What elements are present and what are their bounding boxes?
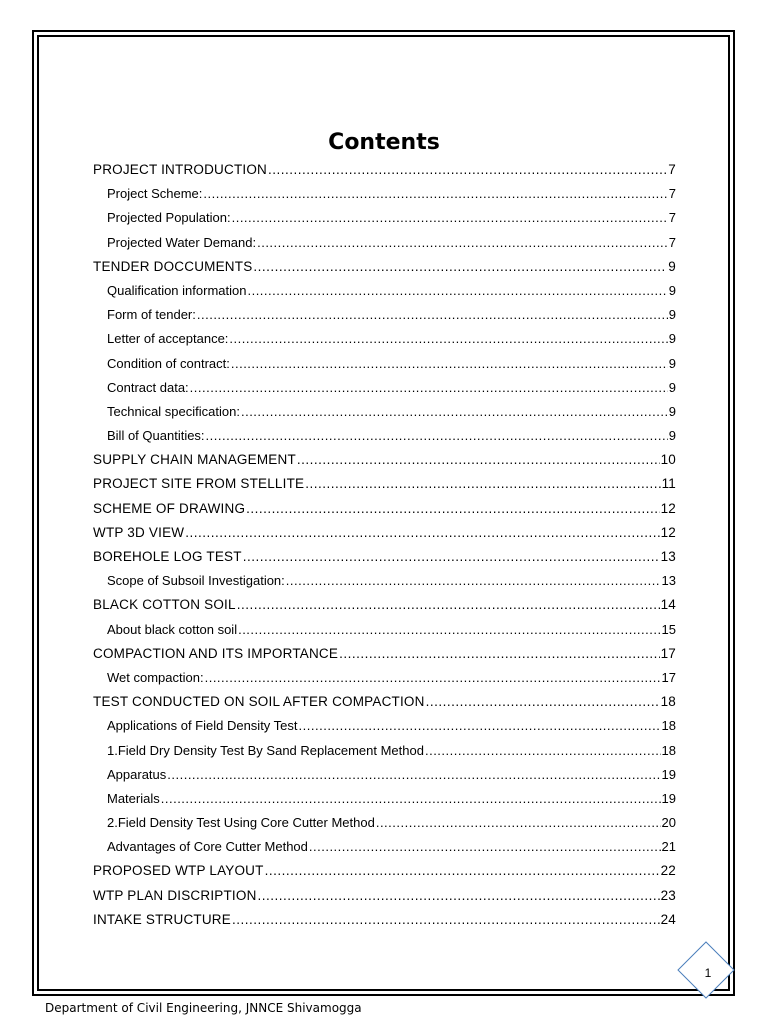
toc-entry-title: Letter of acceptance: [107, 331, 229, 347]
toc-dot-leader [257, 231, 668, 255]
toc-entry-title: Technical specification: [107, 403, 240, 419]
toc-entry-page: 9 [668, 428, 676, 444]
toc-entry-page: 21 [661, 839, 676, 855]
toc-subheading-entry[interactable] [93, 666, 676, 690]
toc-entry-title: TEST CONDUCTED ON SOIL AFTER COMPACTION [93, 694, 425, 710]
toc-subheading-entry[interactable] [93, 327, 676, 351]
toc-entry-page: 19 [661, 790, 676, 806]
page-number: 1 [704, 966, 712, 980]
toc-subheading-entry[interactable] [93, 714, 676, 738]
toc-entry-title: Qualification information [107, 282, 247, 298]
page-title: Contents [328, 130, 440, 155]
toc-entry-title: Advantages of Core Cutter Method [107, 839, 308, 855]
toc-dot-leader [246, 497, 659, 521]
toc-entry-page: 15 [661, 621, 676, 637]
toc-entry-page: 9 [668, 258, 676, 274]
toc-entry-title: INTAKE STRUCTURE [93, 911, 231, 927]
toc-dot-leader [229, 327, 667, 351]
toc-entry-title: Project Scheme: [107, 186, 203, 202]
page-footer: Department of Civil Engineering, JNNCE Shivamogga [45, 1001, 362, 1015]
toc-entry-page: 7 [668, 210, 676, 226]
toc-entry-title: SUPPLY CHAIN MANAGEMENT [93, 452, 296, 468]
toc-entry-page: 18 [661, 718, 676, 734]
toc-entry-title: Materials [107, 790, 160, 806]
toc-dot-leader [258, 884, 660, 908]
toc-entry-page: 14 [660, 597, 676, 613]
toc-entry-page: 13 [660, 549, 676, 564]
toc-entry-page: 7 [668, 162, 676, 177]
toc-subheading-entry[interactable] [93, 182, 676, 206]
toc-dot-leader [167, 763, 660, 787]
toc-subheading-entry[interactable] [93, 811, 676, 835]
toc-entry-title: 2.Field Density Test Using Core Cutter Method [107, 815, 375, 831]
toc-dot-leader [190, 376, 668, 400]
toc-entry-page: 22 [660, 863, 676, 879]
toc-heading-entry[interactable] [93, 472, 676, 496]
toc-subheading-entry[interactable] [93, 231, 676, 255]
toc-subheading-entry[interactable] [93, 303, 676, 327]
toc-subheading-entry[interactable] [93, 376, 676, 400]
toc-entry-title: 1.Field Dry Density Test By Sand Replacement Method [107, 742, 424, 758]
toc-entry-page: 17 [661, 669, 676, 685]
toc-subheading-entry[interactable] [93, 279, 676, 303]
toc-entry-title: Projected Population: [107, 210, 231, 226]
toc-dot-leader [205, 666, 661, 690]
toc-entry-title: Applications of Field Density Test [107, 718, 298, 734]
toc-subheading-entry[interactable] [93, 835, 676, 859]
toc-dot-leader [185, 521, 659, 545]
toc-heading-entry[interactable] [93, 521, 676, 545]
toc-entry-page: 9 [668, 282, 676, 298]
toc-entry-page: 13 [661, 573, 676, 589]
toc-heading-entry[interactable] [93, 859, 676, 883]
toc-heading-entry[interactable] [93, 448, 676, 472]
toc-entry-title: PROPOSED WTP LAYOUT [93, 863, 264, 879]
toc-entry-title: WTP 3D VIEW [93, 524, 185, 540]
toc-entry-page: 23 [660, 887, 676, 903]
toc-dot-leader [305, 472, 660, 496]
toc-entry-title: COMPACTION AND ITS IMPORTANCE [93, 645, 339, 661]
toc-entry-title: SCHEME OF DRAWING [93, 500, 246, 516]
toc-entry-page: 18 [661, 742, 676, 758]
toc-entry-title: Projected Water Demand: [107, 234, 257, 250]
toc-entry-page: 24 [660, 911, 676, 927]
table-of-contents [93, 158, 676, 932]
toc-entry-title: BLACK COTTON SOIL [93, 597, 236, 613]
toc-dot-leader [161, 787, 661, 811]
toc-dot-leader [253, 255, 667, 279]
toc-entry-page: 7 [668, 234, 676, 250]
toc-heading-entry[interactable] [93, 255, 676, 279]
toc-entry-page: 10 [660, 452, 676, 468]
toc-heading-entry[interactable] [93, 545, 676, 569]
toc-subheading-entry[interactable] [93, 739, 676, 763]
toc-dot-leader [237, 593, 660, 617]
toc-dot-leader [309, 835, 661, 859]
toc-subheading-entry[interactable] [93, 206, 676, 230]
toc-entry-title: About black cotton soil [107, 621, 238, 637]
toc-entry-title: Form of tender: [107, 307, 196, 323]
toc-entry-page: 7 [668, 186, 676, 202]
toc-entry-page: 12 [660, 524, 676, 540]
toc-entry-title: Condition of contract: [107, 355, 230, 371]
toc-entry-page: 20 [661, 815, 676, 831]
toc-heading-entry[interactable] [93, 884, 676, 908]
toc-dot-leader [299, 714, 661, 738]
toc-entry-page: 9 [668, 403, 676, 419]
toc-dot-leader [265, 859, 660, 883]
toc-dot-leader [231, 352, 668, 376]
toc-heading-entry[interactable] [93, 158, 676, 182]
toc-dot-leader [426, 690, 660, 714]
toc-dot-leader [425, 739, 661, 763]
toc-entry-page: 12 [660, 500, 676, 516]
toc-dot-leader [197, 303, 668, 327]
toc-entry-page: 9 [668, 331, 676, 347]
toc-heading-entry[interactable] [93, 593, 676, 617]
toc-dot-leader [268, 158, 667, 182]
toc-entry-title: PROJECT INTRODUCTION [93, 162, 268, 177]
toc-entry-page: 9 [668, 379, 676, 395]
toc-heading-entry[interactable] [93, 642, 676, 666]
toc-heading-entry[interactable] [93, 690, 676, 714]
toc-entry-page: 9 [668, 307, 676, 323]
toc-subheading-entry[interactable] [93, 352, 676, 376]
toc-entry-title: WTP PLAN DISCRIPTION [93, 887, 257, 903]
toc-entry-title: TENDER DOCCUMENTS [93, 258, 253, 274]
toc-dot-leader [232, 206, 668, 230]
toc-entry-title: BOREHOLE LOG TEST [93, 549, 242, 564]
toc-subheading-entry[interactable] [93, 618, 676, 642]
toc-entry-title: Apparatus [107, 766, 167, 782]
toc-dot-leader [203, 182, 667, 206]
toc-entry-title: Wet compaction: [107, 669, 204, 685]
toc-entry-title: PROJECT SITE FROM STELLITE [93, 476, 305, 492]
toc-dot-leader [243, 545, 660, 569]
toc-subheading-entry[interactable] [93, 424, 676, 448]
toc-subheading-entry[interactable] [93, 787, 676, 811]
toc-entry-page: 17 [660, 645, 676, 661]
toc-heading-entry[interactable] [93, 497, 676, 521]
toc-dot-leader [297, 448, 660, 472]
toc-dot-leader [238, 618, 660, 642]
toc-heading-entry[interactable] [93, 908, 676, 932]
toc-dot-leader [241, 400, 668, 424]
toc-dot-leader [247, 279, 667, 303]
toc-dot-leader [376, 811, 661, 835]
toc-dot-leader [286, 569, 661, 593]
toc-entry-page: 9 [668, 355, 676, 371]
toc-dot-leader [232, 908, 660, 932]
toc-subheading-entry[interactable] [93, 400, 676, 424]
toc-entry-title: Scope of Subsoil Investigation: [107, 573, 285, 589]
toc-dot-leader [206, 424, 668, 448]
toc-dot-leader [339, 642, 660, 666]
toc-subheading-entry[interactable] [93, 763, 676, 787]
toc-subheading-entry[interactable] [93, 569, 676, 593]
toc-entry-title: Contract data: [107, 379, 189, 395]
toc-entry-page: 18 [660, 694, 676, 710]
toc-entry-page: 19 [661, 766, 676, 782]
toc-entry-page: 11 [661, 476, 676, 492]
toc-entry-title: Bill of Quantities: [107, 428, 205, 444]
